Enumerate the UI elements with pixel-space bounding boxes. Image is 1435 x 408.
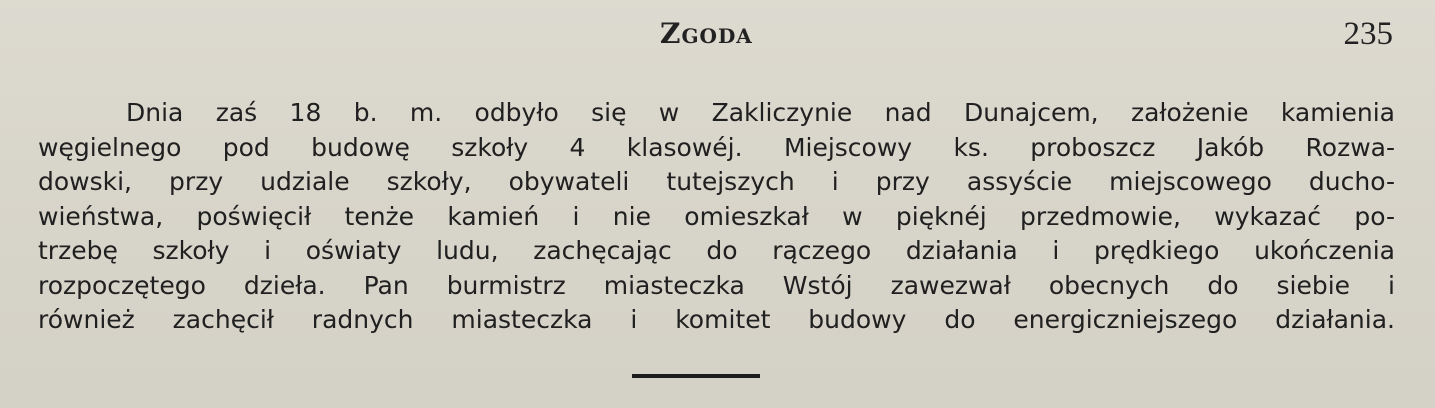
text-line: trzebę szkoły i oświaty ludu, zachęcając do rączego działania i prędkiego ukończenia <box>38 236 1395 265</box>
text-line: węgielnego pod budowę szkoły 4 klasowéj. Miejscowy ks. proboszcz Jakób Rozwa- <box>38 132 1395 162</box>
page-number: 235 <box>1343 16 1393 52</box>
running-head <box>0 14 1435 54</box>
text-line: Dnia zaś 18 b. m. odbyło się w Zakliczynie nad Dunajcem, założenie kamienia <box>126 98 1395 127</box>
article-paragraph <box>38 96 1395 338</box>
text-line: wieństwa, poświęcił tenże kamień i nie omieszkał w pięknéj przedmowie, wykazać po- <box>38 201 1395 231</box>
text-line: również zachęcił radnych miasteczka i komitet budowy do energiczniejszego działania. <box>38 305 1395 334</box>
text-line: rozpoczętego dzieła. Pan burmistrz miasteczka Wstój zawezwał obecnych do siebie i <box>38 270 1395 300</box>
text-line: dowski, przy udziale szkoły, obywateli tutejszych i przy assyście miejscowego ducho- <box>38 167 1395 196</box>
running-title: Zgoda <box>660 17 753 50</box>
section-divider-rule <box>632 374 760 378</box>
